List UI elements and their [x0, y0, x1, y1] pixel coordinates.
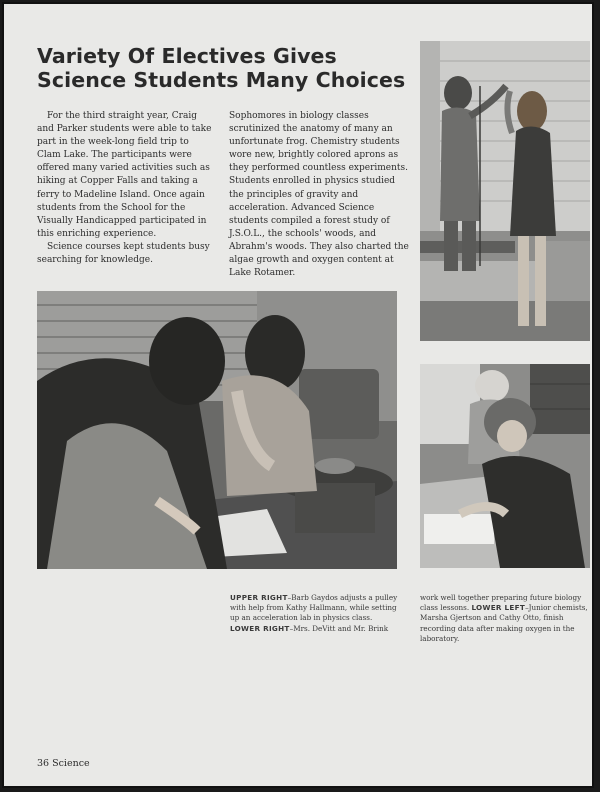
body-paragraph: For the third straight year, Craig and Parker students were able to take part in the week-long field trip to Clam Lake. The participants were offered many varied activities such as hiking at Copper Falls and taking a ferry to Madeline Island. Once again students from the School for the Visually Handicapped participated in this enriching experience. — [37, 111, 212, 239]
page-footer: 36 Science — [37, 758, 90, 769]
title-line-2: Science Students Many Choices — [37, 68, 406, 92]
caption-right — [420, 593, 590, 644]
yearbook-page — [2, 2, 594, 788]
caption-text-lower-left: –Junior chemists, Marsha Gjertson and Cathy Otto, finish recording data after making oxygen in the laboratory. — [420, 603, 588, 643]
caption-key-upper-right: UPPER RIGHT — [230, 593, 288, 602]
photo-chemistry-students — [37, 291, 397, 569]
body-paragraph: Sophomores in biology classes scrutinized the anatomy of many an unfortunate frog. Chemistry students wore new, brightly colored aprons as they performed countless experiments. Students enrolled in physics studied the principles of gravity and acceleration. Advanced Science students compiled a forest study of J.S.O.L., the schools' woods, and Abrahm's woods. They also charted the algae growth and oxygen content at Lake Rotamer. — [229, 111, 409, 279]
caption-text-lower-right-continued: work well together preparing future biology class lessons. — [420, 593, 582, 613]
body-column-right — [229, 110, 409, 280]
caption-text-upper-right: –Barb Gaydos adjusts a pulley with help from Kathy Hallmann, while setting up an acceleration lab in physics class. — [230, 593, 398, 623]
body-column-left — [37, 110, 212, 267]
photo-biology-teachers — [420, 364, 590, 568]
caption-key-lower-left: LOWER LEFT — [471, 603, 526, 613]
title-line-1: Variety Of Electives Gives — [37, 44, 337, 68]
body-paragraph: Science courses kept students busy searching for knowledge. — [37, 241, 210, 266]
photo-biology-teachers-image — [420, 364, 590, 568]
caption-key-lower-right: LOWER RIGHT — [230, 623, 290, 633]
photo-physics-lab — [420, 41, 590, 341]
caption-left — [230, 593, 400, 634]
caption-text-lower-right: –Mrs. DeVitt and Mr. Brink — [289, 623, 389, 633]
photo-chemistry-students-image — [37, 291, 397, 569]
page-title — [37, 44, 417, 92]
photo-physics-lab-image — [420, 41, 590, 341]
